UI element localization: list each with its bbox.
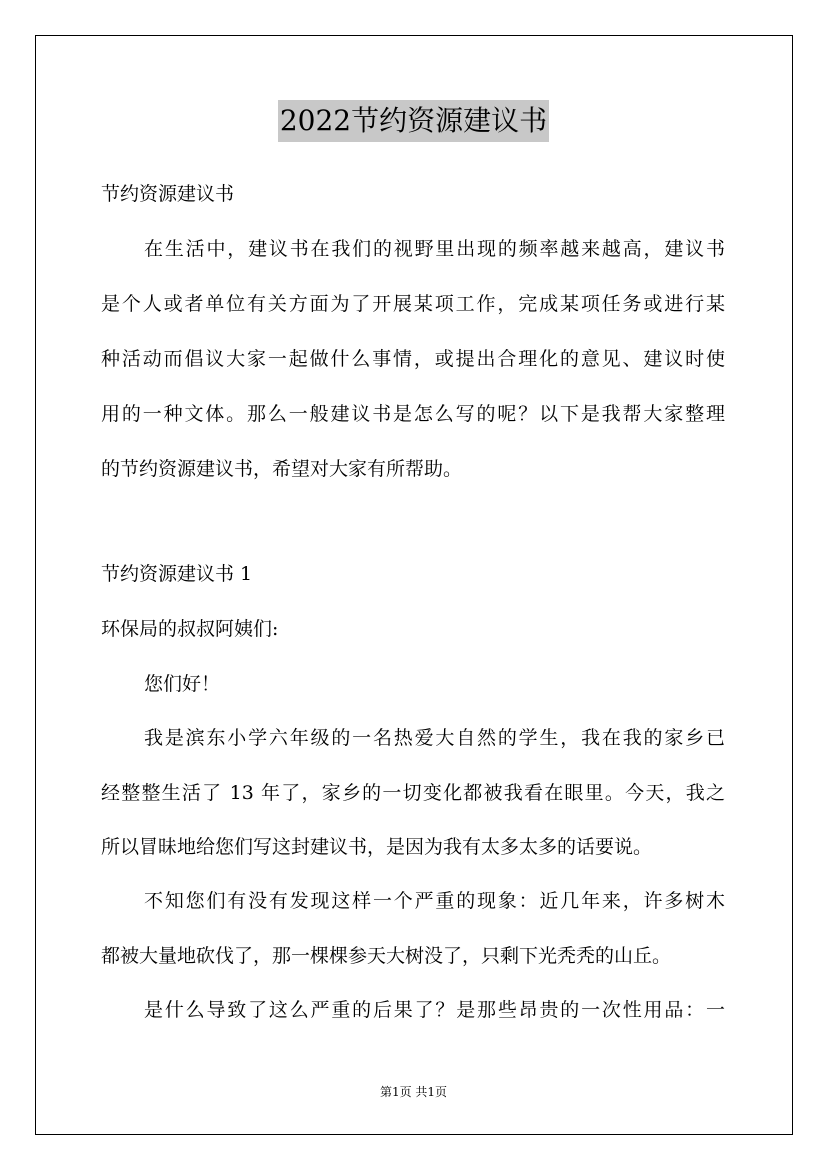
- para1-line-3: 所以冒昧地给您们写这封建议书，是因为我有太多太多的话要说。: [101, 836, 653, 858]
- page-footer: [0, 1083, 827, 1100]
- intro-line-1: 在生活中，建议书在我们的视野里出现的频率越来越高，建议书: [144, 238, 725, 260]
- document-subtitle: 节约资源建议书: [101, 183, 235, 205]
- para3-line-1: 是什么导致了这么严重的后果了？是那些昂贵的一次性用品：一: [144, 999, 725, 1021]
- salutation: 环保局的叔叔阿姨们:: [101, 618, 279, 640]
- intro-line-2: 是个人或者单位有关方面为了开展某项工作，完成某项任务或进行某: [101, 293, 725, 315]
- page-number-label: 第1页 共1页: [379, 1085, 448, 1099]
- document-title: 2022节约资源建议书: [278, 100, 549, 142]
- greeting: 您们好！: [144, 673, 221, 695]
- section-heading: 节约资源建议书 1: [101, 563, 253, 585]
- intro-line-4: 用的一种文体。那么一般建议书是怎么写的呢？以下是我帮大家整理: [101, 403, 725, 425]
- para2-line-2: 都被大量地砍伐了，那一棵棵参天大树没了，只剩下光秃秃的山丘。: [101, 945, 672, 967]
- intro-line-3: 种活动而倡议大家一起做什么事情，或提出合理化的意见、建议时使: [101, 348, 725, 370]
- para1-line-2: 经整整生活了 13 年了，家乡的一切变化都被我看在眼里。今天，我之: [101, 782, 725, 804]
- para2-line-1: 不知您们有没有发现这样一个严重的现象：近几年来，许多树木: [144, 890, 725, 912]
- intro-line-5: 的节约资源建议书，希望对大家有所帮助。: [101, 458, 463, 480]
- title-wrap: [0, 100, 827, 142]
- para1-line-1: 我是滨东小学六年级的一名热爱大自然的学生，我在我的家乡已: [144, 727, 725, 749]
